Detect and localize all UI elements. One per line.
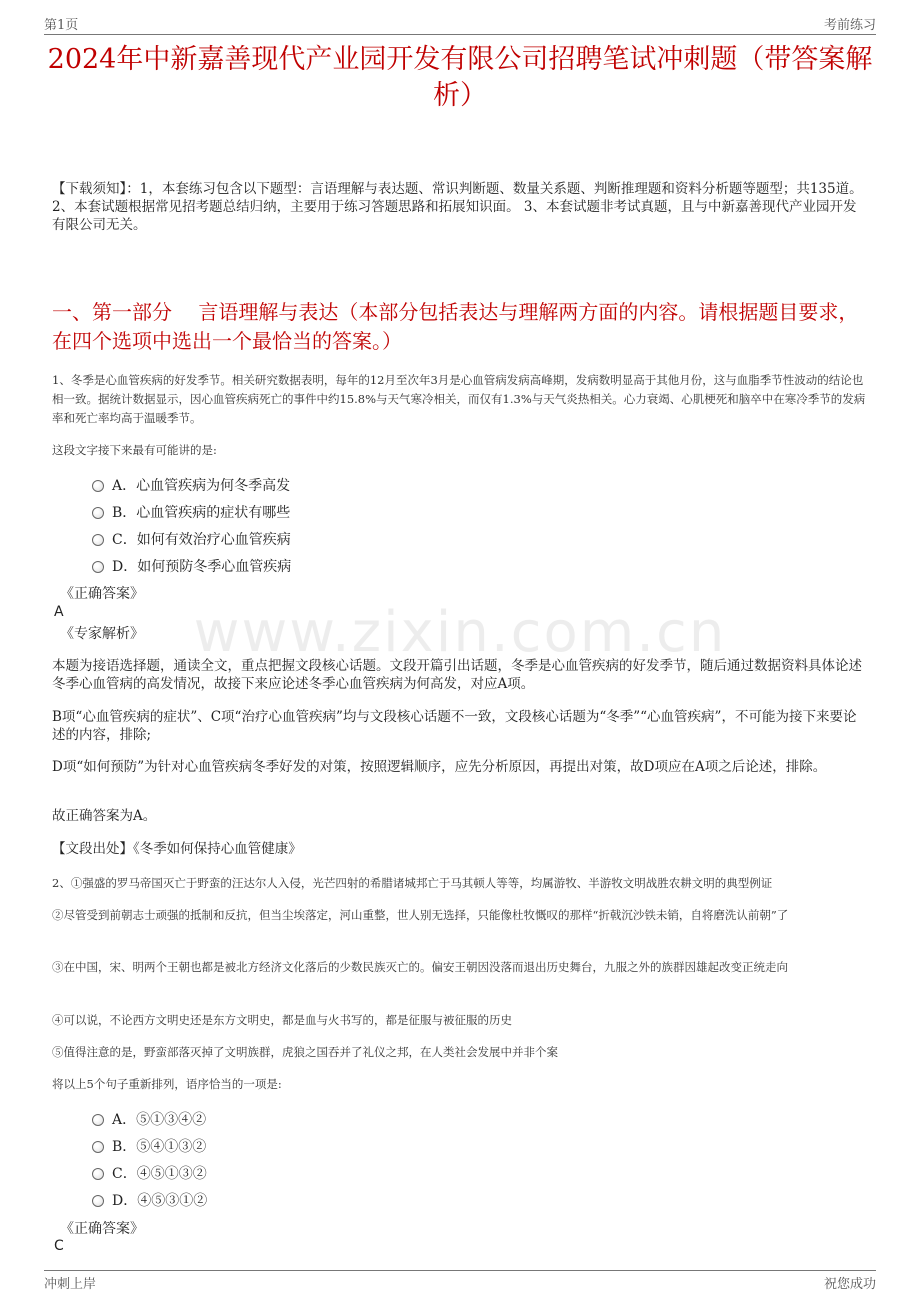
footer-left: 冲刺上岸 (44, 1277, 97, 1292)
q1-source: 【文段出处】《冬季如何保持心血管健康》 (52, 841, 302, 857)
q2-sentence-2: ②尽管受到前朝志士顽强的抵制和反抗，但当尘埃落定，河山重整，世人别无选择，只能像杜牧慨叹的那样“折戟沉沙铁未销，自将磨洗认前朝”了 (52, 908, 789, 922)
q1-answer: A (54, 604, 64, 620)
q2-sentence-3: ③在中国，宋、明两个王朝也都是被北方经济文化落后的少数民族灭亡的。偏安王朝因没落而退出历史舞台，九服之外的族群因雄起改变正统走向 (52, 960, 788, 974)
q2-option-c[interactable] (92, 1164, 207, 1184)
q1-analysis-p2: B项“心血管疾病的症状”、C项“治疗心血管疾病”均与文段核心话题不一致，文段核心话题为“冬季”“心血管疾病”，不可能为接下来要论述的内容，排除; (52, 709, 857, 743)
option-label: D．④⑤③①② (112, 1193, 208, 1209)
q1-analysis-label: 《专家解析》 (60, 626, 144, 642)
q1-analysis-p3: D项“如何预防”为针对心血管疾病冬季好发的对策，按照逻辑顺序，应先分析原因，再提出对策，故D项应在A项之后论述，排除。 (52, 759, 827, 775)
q1-option-d[interactable] (92, 557, 291, 577)
q2-prompt: 将以上5个句子重新排列，语序恰当的一项是: (52, 1077, 282, 1091)
option-label: D．如何预防冬季心血管疾病 (112, 559, 292, 575)
radio-icon[interactable] (92, 480, 104, 492)
radio-icon[interactable] (92, 1114, 104, 1126)
q2-answer: C (54, 1238, 64, 1254)
download-notice: 【下载须知】：1，本套练习包含以下题型：言语理解与表达题、常识判断题、数量关系题、判断推理题和资料分析题等题型；共135道。 2、本套试题根据常见招考题总结归纳，主要用于练习答题思路和拓展知识面。 3、本套试题非考试真题，且与中新嘉善现代产业园开发有限公司无关。 (52, 181, 863, 233)
q2-sentence-4: ④可以说，不论西方文明史还是东方文明史，都是血与火书写的，都是征服与被征服的历史 (52, 1013, 512, 1027)
q1-answer-label: 《正确答案》 (60, 586, 144, 602)
q1-analysis-p4: 故正确答案为A。 (52, 808, 157, 824)
q2-option-b[interactable] (92, 1137, 206, 1157)
option-label: C．④⑤①③② (112, 1166, 207, 1182)
header-divider (44, 34, 876, 35)
q1-option-a[interactable] (92, 476, 290, 496)
radio-icon[interactable] (92, 561, 104, 573)
q1-stem: 1、冬季是心血管疾病的好发季节。相关研究数据表明，每年的12月至次年3月是心血管病发病高峰期，发病数明显高于其他月份，这与血脂季节性波动的结论也相一致。据统计数据显示，因心血管疾病死亡的事件中约15.8%与天气寒冷相关，而仅有1.3%与天气炎热相关。心力衰竭、心肌梗死和脑卒中在寒冷季节的发病率和死亡率均高于温暖季节。 (52, 373, 866, 425)
q2-option-d[interactable] (92, 1191, 207, 1211)
q2-sentence-5: ⑤值得注意的是，野蛮部落灭掉了文明族群，虎狼之国吞并了礼仪之邦，在人类社会发展中并非个案 (52, 1045, 558, 1059)
page-number: 第1页 (44, 18, 79, 33)
header-tag: 考前练习 (823, 18, 876, 33)
q1-prompt: 这段文字接下来最有可能讲的是: (52, 443, 217, 457)
q1-option-c[interactable] (92, 530, 291, 550)
footer-divider (44, 1270, 876, 1271)
watermark: www.zixin.com.cn (193, 600, 727, 665)
radio-icon[interactable] (92, 1195, 104, 1207)
q2-sentence-1: 2、①强盛的罗马帝国灭亡于野蛮的汪达尔人入侵，光芒四射的希腊诸城邦亡于马其顿人等等，均属游牧、半游牧文明战胜农耕文明的典型例证 (52, 876, 773, 890)
section-heading: 一、第一部分 言语理解与表达（本部分包括表达与理解两方面的内容。请根据题目要求，在四个选项中选出一个最恰当的答案。） (52, 300, 859, 353)
q2-option-a[interactable] (92, 1110, 206, 1130)
radio-icon[interactable] (92, 1141, 104, 1153)
option-label: B．⑤④①③② (112, 1139, 207, 1155)
option-label: A．心血管疾病为何冬季高发 (112, 478, 291, 494)
option-label: B．心血管疾病的症状有哪些 (112, 505, 291, 521)
option-label: C．如何有效治疗心血管疾病 (112, 532, 291, 548)
radio-icon[interactable] (92, 534, 104, 546)
radio-icon[interactable] (92, 1168, 104, 1180)
document-title: 2024年中新嘉善现代产业园开发有限公司招聘笔试冲刺题（带答案解析） (47, 44, 873, 111)
q1-option-b[interactable] (92, 503, 290, 523)
q1-analysis-p1: 本题为接语选择题，通读全文，重点把握文段核心话题。文段开篇引出话题，冬季是心血管疾病的好发季节，随后通过数据资料具体论述冬季心血管病的高发情况，故接下来应论述冬季心血管疾病为何高发，对应A项。 (52, 658, 862, 692)
footer-right: 祝您成功 (823, 1277, 876, 1292)
option-label: A．⑤①③④② (112, 1112, 207, 1128)
q2-answer-label: 《正确答案》 (60, 1221, 144, 1237)
radio-icon[interactable] (92, 507, 104, 519)
